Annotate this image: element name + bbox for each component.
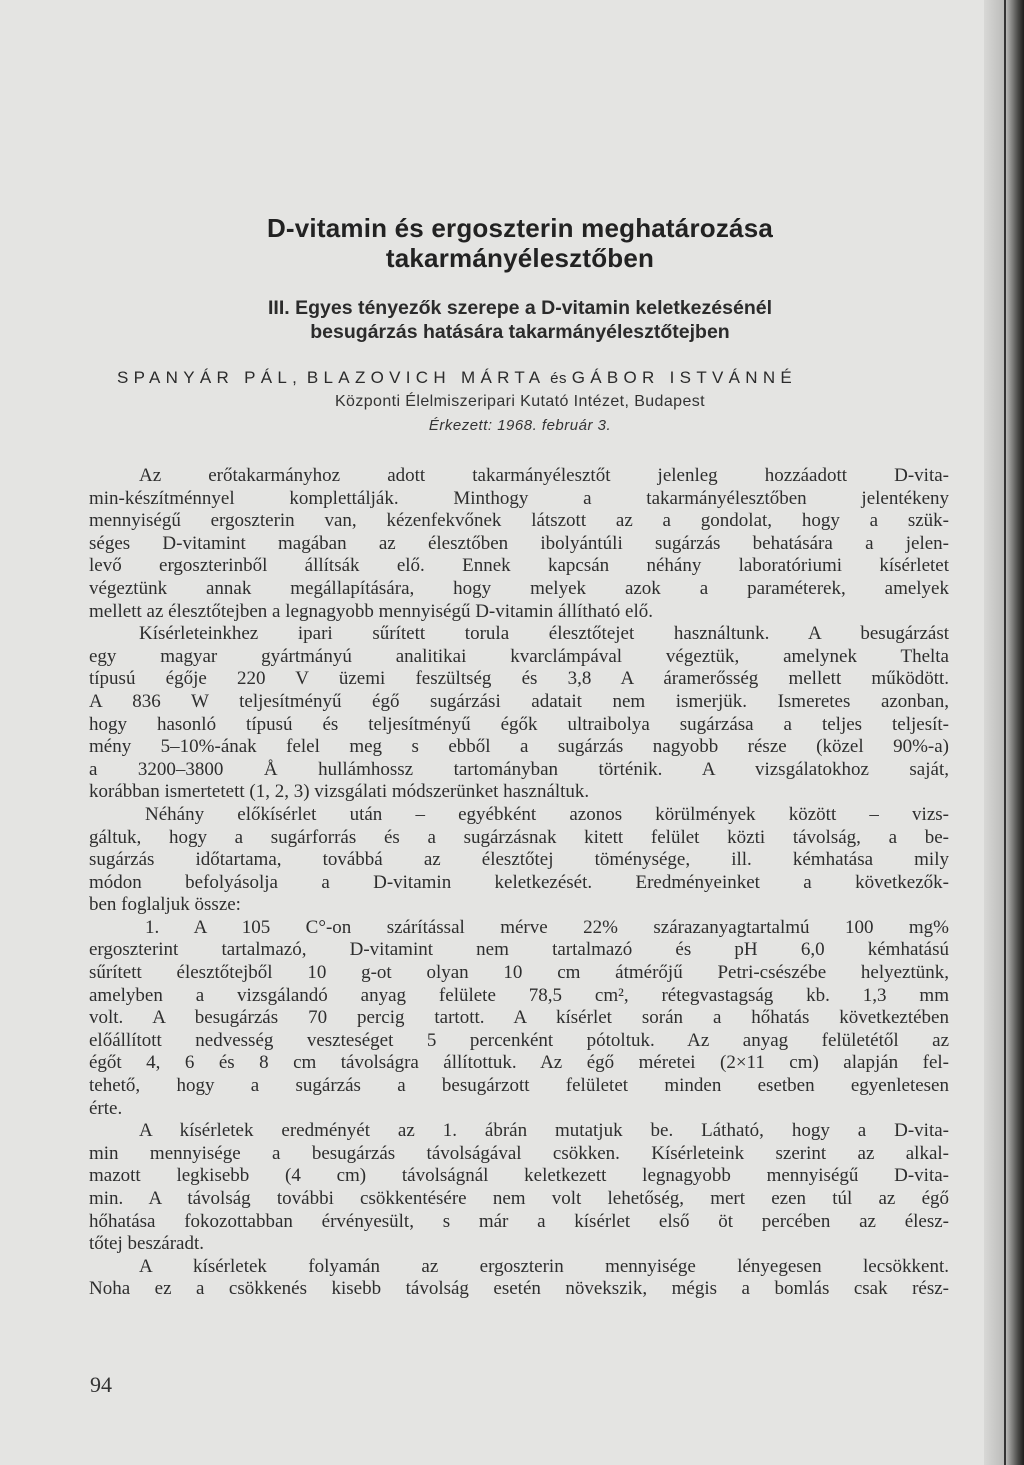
article-body xyxy=(89,465,949,1301)
article-subtitle-line-2: besugárzás hatására takarmányélesztőtejben xyxy=(310,321,730,343)
article-title xyxy=(120,213,920,273)
body-line: volt. A besugárzás 70 percig tartott. A kísérlet során a hőhatás következtében xyxy=(89,1007,949,1029)
body-line: gáltuk, hogy a sugárforrás és a sugárzásnak kitett felület közti távolság, a be- xyxy=(89,826,949,848)
body-line: égőt 4, 6 és 8 cm távolságra állítottuk. Az égő méretei (2×11 cm) alapján fel- xyxy=(89,1052,949,1074)
body-line: levő ergoszterinből állítsák elő. Ennek kapcsán néhány laboratóriumi kísérletet xyxy=(89,555,949,577)
author-spanyar: SPANYÁR PÁL, xyxy=(117,368,303,387)
body-line: a 3200–3800 Å hullámhossz tartományban történik. A vizsgálatokhoz saját, xyxy=(89,758,949,780)
body-line: min. A távolság további csökkentésére nem volt lehetőség, mert ezen túl az égő xyxy=(89,1188,949,1209)
body-line: min mennyisége a besugárzás távolságával csökken. Kísérleteink szerint az alkal- xyxy=(89,1142,949,1164)
body-line: korábban ismertetett (1, 2, 3) vizsgálati módszerünket használtuk. xyxy=(89,781,590,803)
body-line: egy magyar gyártmányú analitikai kvarclámpával végeztük, amelynek Thelta xyxy=(89,645,949,667)
body-line: mazott legkisebb (4 cm) távolságnál keletkezett legnagyobb mennyiségű D-vita- xyxy=(89,1165,949,1187)
article-subtitle-line-1: III. Egyes tényezők szerepe a D-vitamin keletkezésénél xyxy=(268,297,772,319)
received-date: Érkezett: 1968. február 3. xyxy=(428,417,612,434)
body-line: A 836 W teljesítményű égő sugárzási adatait nem ismerjük. Ismeretes azonban, xyxy=(89,690,949,712)
author-gabor: GÁBOR ISTVÁNNÉ xyxy=(571,368,798,387)
page-edge-line xyxy=(1004,0,1006,1465)
body-line: típusú égője 220 V üzemi feszültség és 3,8 A áramerősség mellett működött. xyxy=(89,668,949,690)
body-line: ben foglaljuk össze: xyxy=(89,894,241,916)
article-title-line-2: takarmányélesztőben xyxy=(385,243,655,273)
body-line: Noha ez a csökkenés kisebb távolság esetén növekszik, mégis a bomlás csak rész- xyxy=(89,1278,949,1300)
body-line: séges D-vitamint magában az élesztőben ibolyántúli sugárzás behatására a jelen- xyxy=(89,532,949,554)
body-line: A kísérletek eredményét az 1. ábrán mutatjuk be. Látható, hogy a D-vita- xyxy=(139,1120,949,1142)
page-number: 94 xyxy=(90,1372,112,1397)
body-line: előállított nedvesség veszteséget 5 percenként pótoltuk. Az anyag felületétől az xyxy=(89,1029,949,1051)
body-line: amelyben a vizsgálandó anyag felülete 78,5 cm², rétegvastagság kb. 1,3 mm xyxy=(89,984,949,1006)
author-list xyxy=(117,368,937,389)
affiliation: Központi Élelmiszeripari Kutató Intézet, Budapest xyxy=(334,393,705,410)
body-line: tőtej beszáradt. xyxy=(89,1233,205,1255)
body-line: sugárzás időtartama, továbbá az élesztőtej töménysége, ill. kémhatása mily xyxy=(89,849,949,871)
body-line: mellett az élesztőtejben a legnagyobb mennyiségű D-vitamin állítható elő. xyxy=(89,600,654,622)
body-line: végeztünk annak megállapítására, hogy melyek azok a paraméterek, amelyek xyxy=(89,577,949,599)
article-subtitle xyxy=(120,296,920,344)
author-blazovich: BLAZOVICH MÁRTA xyxy=(306,368,546,387)
author-conjunction: és xyxy=(550,370,567,387)
body-line: hogy hasonló típusú és teljesítményű égők ultraibolya sugárzása a teljes teljesít- xyxy=(89,713,949,735)
body-line: módon befolyásolja a D-vitamin keletkezését. Eredményeinket a következők- xyxy=(89,871,949,893)
body-line: sűrített élesztőtejből 10 g-ot olyan 10 cm átmérőjű Petri-csészébe helyeztünk, xyxy=(89,962,949,984)
body-line: hőhatása fokozottabban érvényesült, s már a kísérlet első öt percében az élesz- xyxy=(89,1210,949,1232)
body-line: ergoszterint tartalmazó, D-vitamint nem tartalmazó és pH 6,0 kémhatású xyxy=(89,939,949,961)
body-line: tehető, hogy a sugárzás a besugárzott felületet minden esetben egyenletesen xyxy=(89,1075,949,1097)
body-line: min-készítménnyel komplettálják. Minthogy a takarmányélesztőben jelentékeny xyxy=(89,487,949,509)
body-line: mény 5–10%-ának felel meg s ebből a sugárzás nagyobb része (közel 90%-a) xyxy=(89,736,949,758)
body-line: Az erőtakarmányhoz adott takarmányélesztőt jelenleg hozzáadott D-vita- xyxy=(139,465,949,486)
article-title-line-1: D-vitamin és ergoszterin meghatározása xyxy=(266,213,774,243)
body-line: Kísérleteinkhez ipari sűrített torula élesztőtejet használtunk. A besugárzást xyxy=(139,623,949,645)
body-line: 1. A 105 C°-on szárítással mérve 22% szárazanyagtartalmú 100 mg% xyxy=(145,916,949,938)
body-line: A kísérletek folyamán az ergoszterin mennyisége lényegesen lecsökkent. xyxy=(139,1255,949,1277)
body-line: Néhány előkísérlet után – egyébként azonos körülmények között – vizs- xyxy=(145,803,949,825)
body-line: mennyiségű ergoszterin van, kézenfekvőnek látszott az a gondolat, hogy a szük- xyxy=(89,510,949,532)
body-line: érte. xyxy=(89,1097,123,1119)
